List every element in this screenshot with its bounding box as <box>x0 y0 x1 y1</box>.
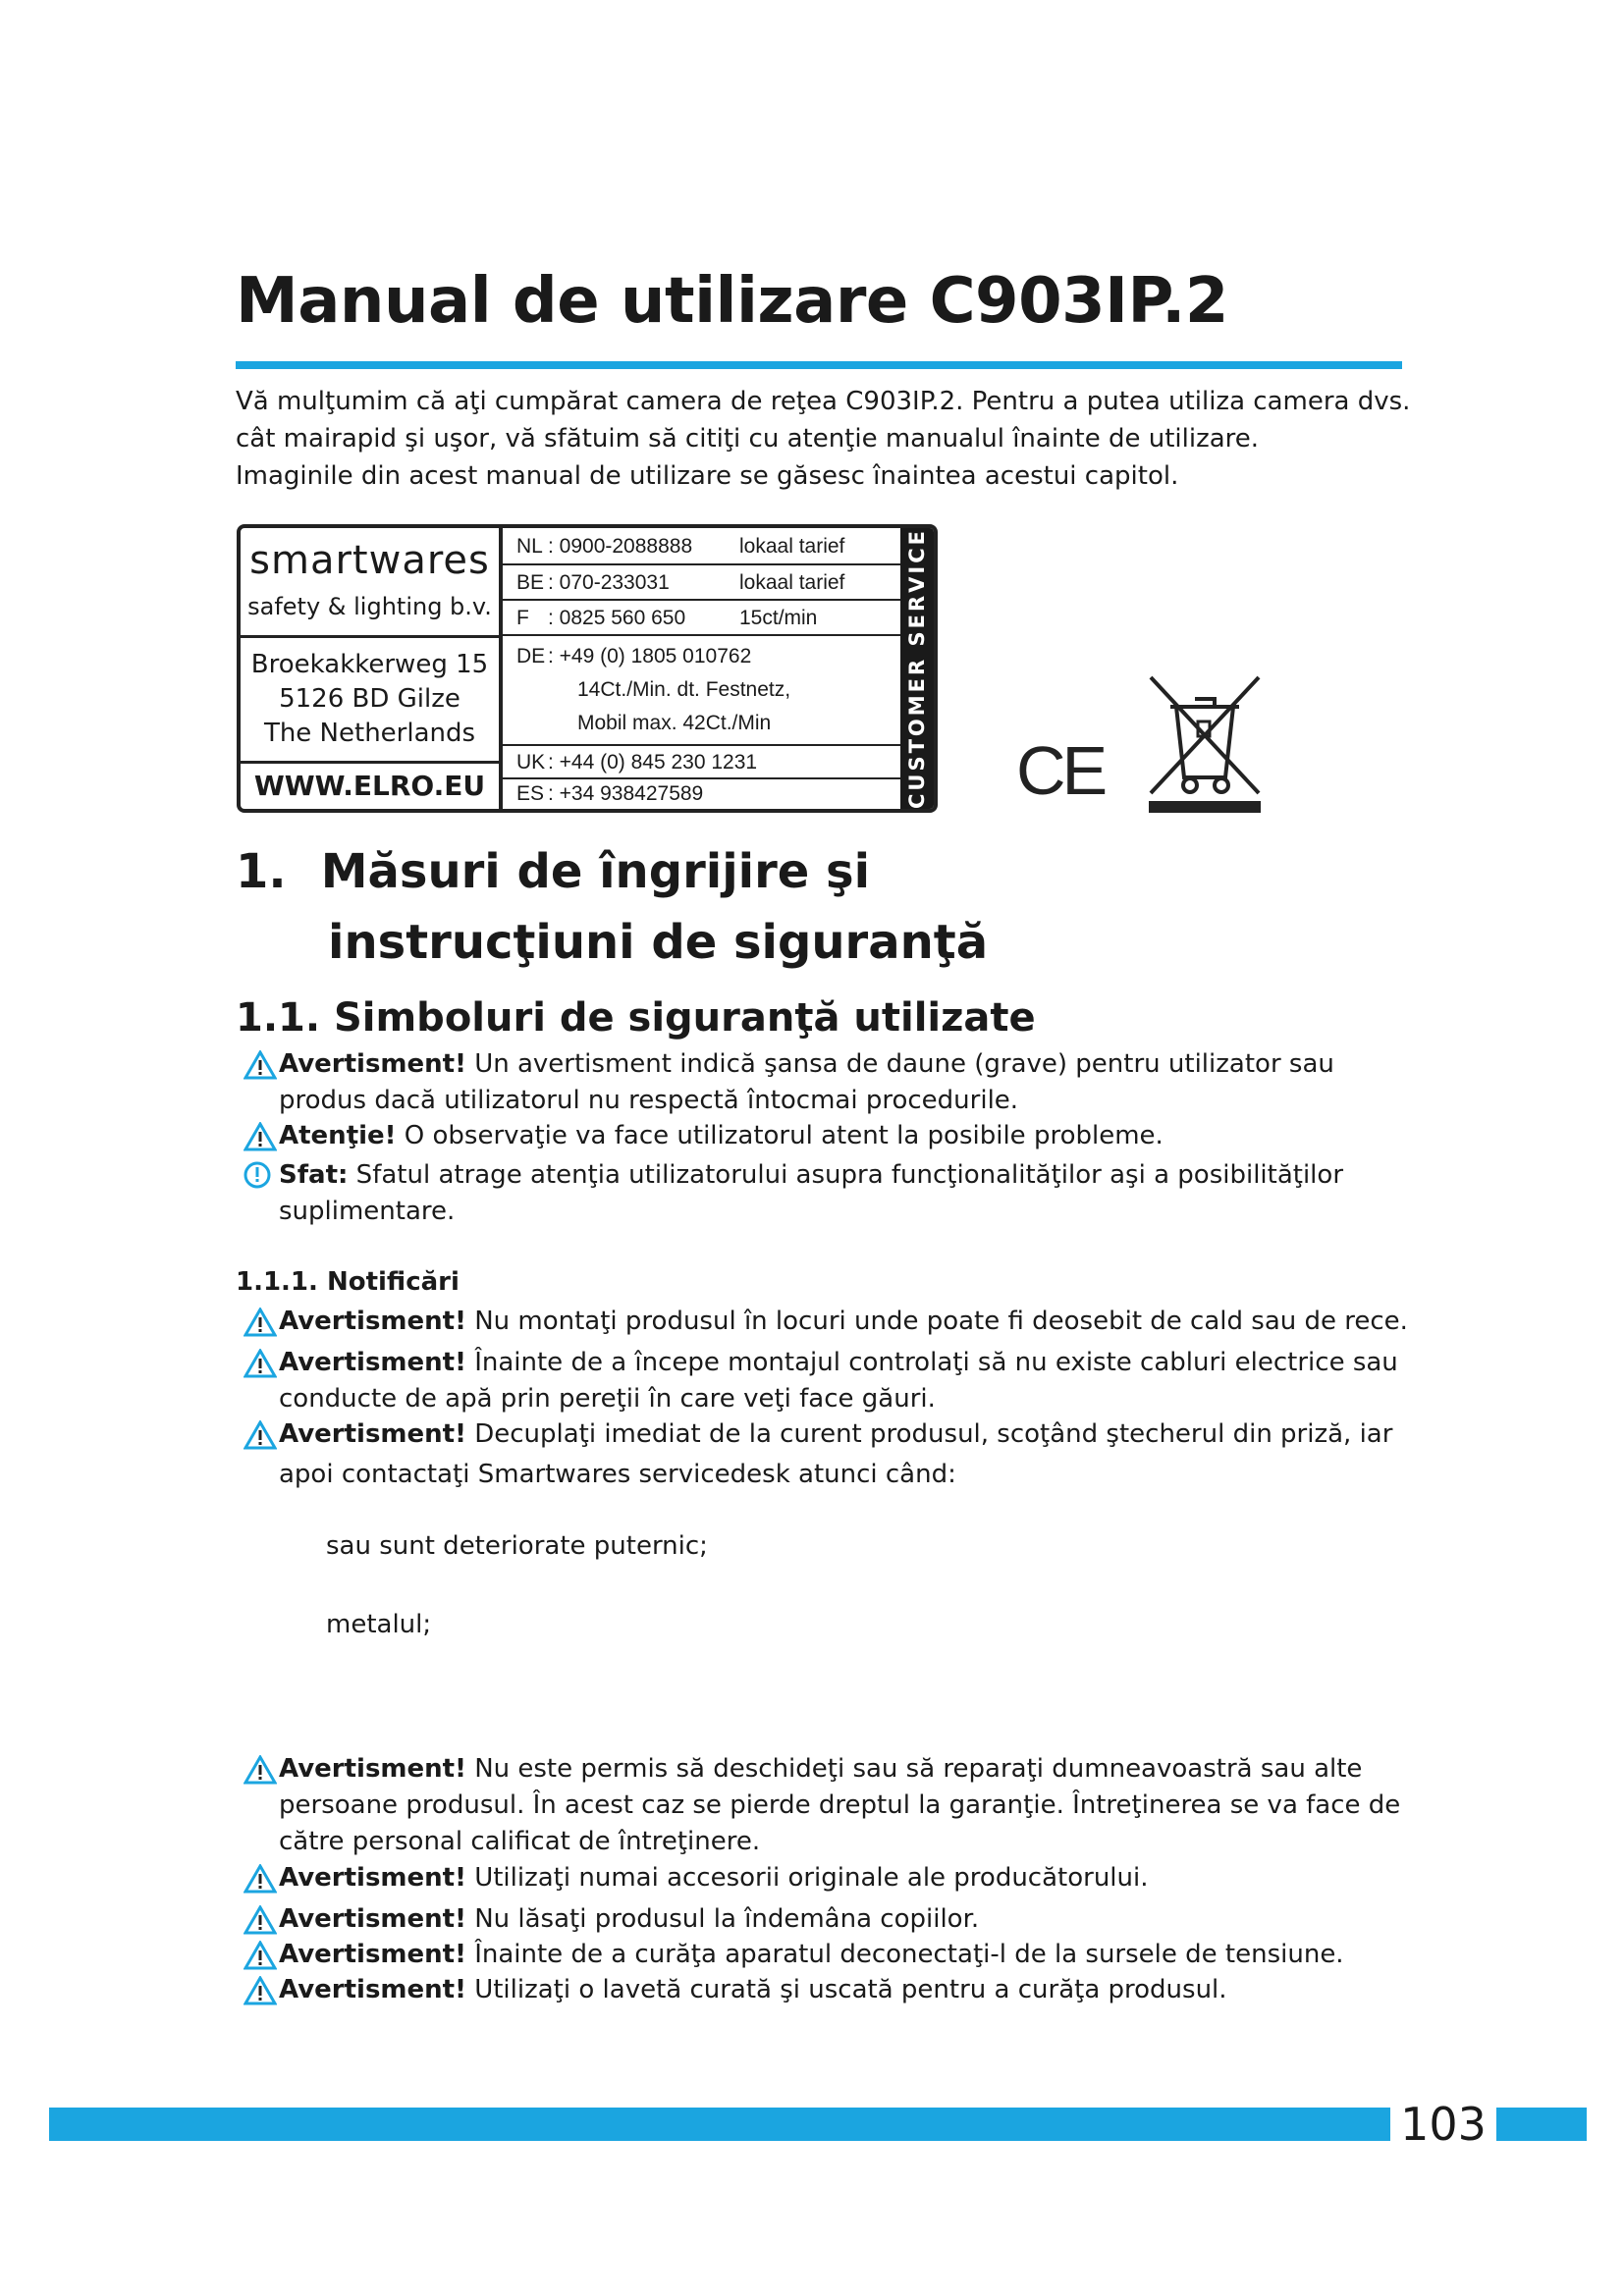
section-1-1-1-heading: 1.1.1. Notificări <box>236 1267 460 1297</box>
warning-icon <box>244 1308 277 1337</box>
warning-icon <box>244 1122 277 1151</box>
title-rule <box>236 361 1402 369</box>
address-cell <box>241 638 499 764</box>
symbol-warning: Avertisment! Un avertisment indică şansa de daune (grave) pentru utilizator sau produs dacă utilizatorul nu respectă întocmai procedurile. <box>244 1046 1412 1119</box>
weee-bin-icon <box>1141 667 1269 815</box>
page-number: 103 <box>1400 2098 1487 2151</box>
intro-line: cât mairapid şi uşor, vă sfătuim să citiţi cu atenţie manualul înainte de utilizare. <box>236 424 1260 454</box>
ce-mark: CE <box>1016 732 1105 809</box>
page-title: Manual de utilizare C903IP.2 <box>236 265 1228 338</box>
brand-name: smartwares <box>249 538 490 583</box>
warning-icon <box>244 1050 277 1080</box>
notice-item: Avertisment! Nu este permis să deschideţi sau să reparaţi dumneavoastră sau alte persoane produsul. În acest caz se pierde dreptul la garanţie. Întreţinerea se va face de către personal calificat de întreţinere. <box>244 1751 1412 1860</box>
customer-service-box <box>237 524 938 813</box>
warning-icon <box>244 1755 277 1785</box>
address-line: Broekakkerweg 15 <box>250 650 489 679</box>
sub-list-item: sau sunt deteriorate puternic; <box>326 1531 708 1561</box>
warning-icon <box>244 1864 277 1894</box>
footer-bar <box>49 2108 1390 2141</box>
warning-icon <box>244 1905 277 1935</box>
customer-service-label-bar <box>900 528 934 809</box>
warning-icon <box>244 1941 277 1970</box>
warning-icon <box>244 1420 277 1450</box>
warning-icon <box>244 1976 277 2005</box>
sub-list-item: metalul; <box>326 1610 432 1639</box>
website: WWW.ELRO.EU <box>253 770 486 802</box>
phone-row-es: ES : +34 938427589 <box>516 782 704 805</box>
notice-item: Avertisment! Nu lăsaţi produsul la îndemâna copiilor. <box>244 1901 1412 1938</box>
notice-item: Avertisment! Decuplaţi imediat de la curent produsul, scoţând ştecherul din priză, iar apoi contactaţi Smartwares servicedesk atunci când: <box>244 1416 1412 1493</box>
phone-row-de: DE : +49 (0) 1805 010762 14Ct./Min. dt. Festnetz, Mobil max. 42Ct./Min <box>503 636 900 746</box>
info-icon <box>244 1161 277 1191</box>
notice-item: Avertisment! Utilizaţi o lavetă curată şi uscată pentru a curăţa produsul. <box>244 1972 1412 2008</box>
intro-line: Imaginile din acest manual de utilizare se găsesc înaintea acestui capitol. <box>236 461 1179 491</box>
notice-item: Avertisment! Nu montaţi produsul în locuri unde poate fi deosebit de cald sau de rece. <box>244 1304 1412 1340</box>
phone-row-uk: UK : +44 (0) 845 230 1231 <box>503 746 900 779</box>
notice-item: Avertisment! Înainte de a curăţa aparatul deconectaţi-l de la sursele de tensiune. <box>244 1937 1412 1973</box>
address-line: The Netherlands <box>263 719 476 748</box>
notice-item: Avertisment! Utilizaţi numai accesorii originale ale producătorului. <box>244 1860 1412 1896</box>
notice-item: Avertisment! Înainte de a începe montajul controlaţi să nu existe cabluri electrice sau conducte de apă prin pereţii în care veţi face găuri. <box>244 1345 1412 1417</box>
intro-paragraph <box>236 383 1414 495</box>
symbol-tip: Sfat: Sfatul atrage atenţia utilizatorului asupra funcţionalităţilor aşi a posibilităţilor suplimentare. <box>244 1157 1412 1230</box>
section-1-heading: 1. Măsuri de îngrijire şi instrucţiuni de siguranţă <box>236 844 989 970</box>
customer-service-label: CUSTOMER SERVICE <box>905 528 929 809</box>
intro-line: Vă mulţumim că aţi cumpărat camera de reţea C903IP.2. Pentru a putea utiliza camera dvs. <box>236 387 1411 416</box>
brand-subtitle: safety & lighting b.v. <box>247 593 492 620</box>
phone-row-f: F : 0825 560 650 15ct/min <box>503 601 900 636</box>
address-line: 5126 BD Gilze <box>279 684 460 714</box>
symbol-attention: Atenţie! O observaţie va face utilizatorul atent la posibile probleme. <box>244 1118 1412 1154</box>
section-1-1-heading: 1.1. Simboluri de siguranţă utilizate <box>236 995 1036 1041</box>
warning-icon <box>244 1349 277 1378</box>
brand-cell <box>241 528 499 638</box>
footer-bar-end <box>1496 2108 1587 2141</box>
company-column <box>241 528 503 809</box>
phone-row-be: BE : 070-233031 lokaal tarief <box>503 565 900 601</box>
phone-row-nl: NL : 0900-2088888 lokaal tarief <box>503 528 900 565</box>
phone-column <box>503 528 900 809</box>
